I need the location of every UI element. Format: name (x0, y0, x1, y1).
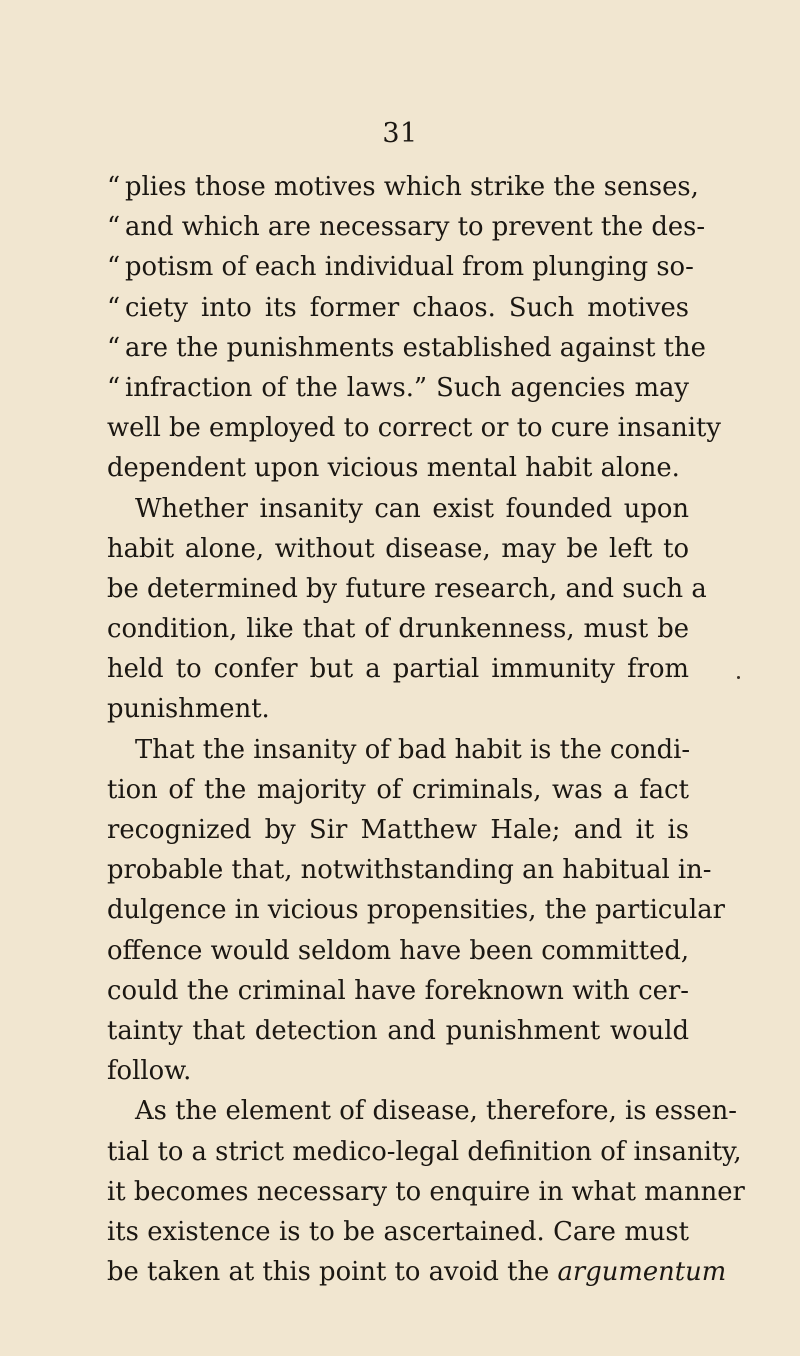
ink-speck (737, 676, 740, 679)
text-line: condition, like that of drunkenness, must be (107, 614, 689, 645)
text-line: recognized by Sir Matthew Hale; and it is (107, 815, 689, 845)
paragraph-first-line: Whether insanity can exist founded upon (135, 493, 689, 524)
line-text: infraction of the laws.” Such agencies may (125, 372, 689, 403)
opening-quote-mark: “ (107, 252, 121, 283)
text-line (107, 328, 706, 368)
text-line: its existence is to be ascertained. Care must (107, 1216, 689, 1247)
line-text: are the punishments established against the (125, 332, 706, 363)
text-line: held to confer but a partial immunity from (107, 654, 689, 685)
text-line (107, 247, 694, 287)
text-line (107, 207, 706, 247)
line-text: and which are necessary to prevent the des- (125, 212, 706, 243)
opening-quote-mark: “ (107, 332, 121, 363)
paragraph-first-line: As the element of disease, therefore, is essen- (135, 1096, 737, 1127)
opening-quote-mark: “ (107, 212, 121, 243)
line-text: be taken at this point to avoid the (107, 1257, 550, 1288)
line-text: potism of each individual from plunging so- (125, 252, 694, 283)
opening-quote-mark: “ (107, 172, 121, 202)
page-number: 31 (382, 118, 418, 149)
text-line: offence would seldom have been committed, (107, 935, 690, 966)
text-line: tial to a strict medico-legal definition of insanity, (107, 1136, 742, 1167)
text-line (107, 167, 699, 207)
text-line: tainty that detection and punishment would (107, 1015, 689, 1046)
text-line: it becomes necessary to enquire in what manner (107, 1176, 745, 1207)
text-line: tion of the majority of criminals, was a fact (107, 774, 689, 805)
text-line: probable that, notwithstanding an habitual in- (107, 855, 712, 886)
body-text (107, 167, 745, 1292)
text-line (107, 1252, 727, 1292)
italic-latin-term: argumentum (557, 1257, 727, 1288)
opening-quote-mark: “ (107, 292, 121, 323)
text-line: could the criminal have foreknown with cer- (107, 975, 689, 1006)
paragraph-last-line: punishment. (107, 694, 270, 725)
paragraph-last-line: dependent upon vicious mental habit alone. (107, 453, 680, 484)
line-text: plies those motives which strike the senses, (125, 172, 699, 202)
text-line (107, 288, 689, 328)
text-line (107, 368, 689, 408)
text-line: well be employed to correct or to cure insanity (107, 413, 721, 444)
text-line: dulgence in vicious propensities, the particular (107, 895, 725, 926)
paragraph-last-line: follow. (107, 1056, 192, 1087)
line-text: ciety into its former chaos. Such motives (125, 292, 689, 323)
opening-quote-mark: “ (107, 372, 121, 403)
text-line: be determined by future research, and such a (107, 573, 707, 604)
text-line: habit alone, without disease, may be left to (107, 533, 689, 564)
paragraph-first-line: That the insanity of bad habit is the condi- (135, 734, 691, 765)
